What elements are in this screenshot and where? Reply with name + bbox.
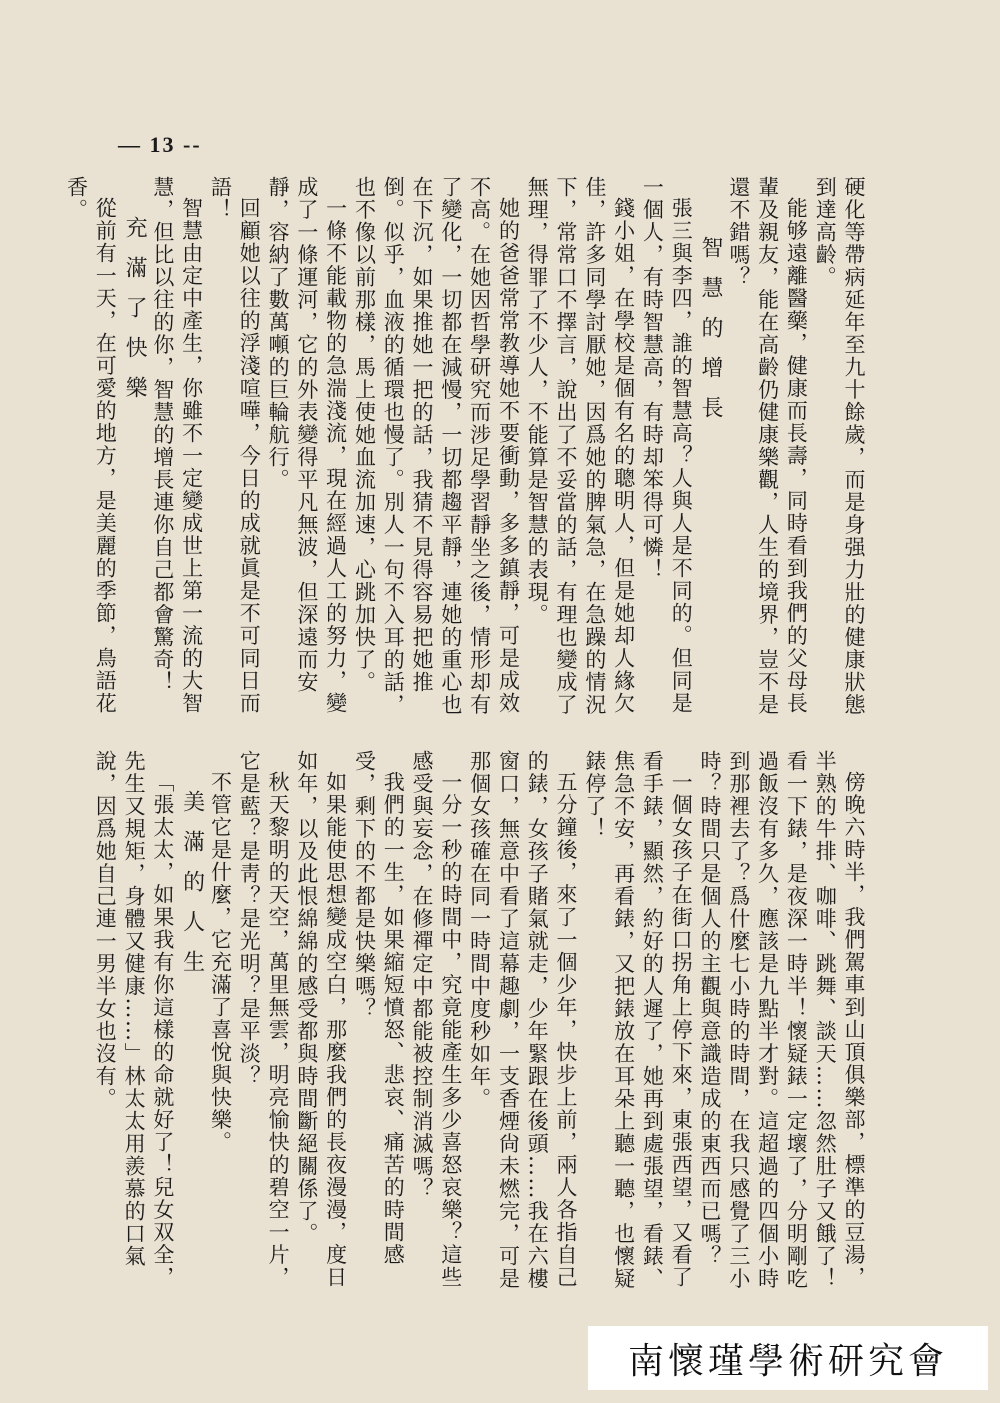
section-heading-joy: 充滿了快樂 bbox=[122, 216, 148, 416]
paragraph: 她的爸爸常常教導她不要衝動，多多鎮靜，可是成效不高。在她因哲學研究而涉足學習靜坐之後，情形却有了變化，一切都在減慢，一切都趨平靜，連她的重心也在下沉，如果推她一把的話，我猜不見得容易把她推倒。似乎，血液的循環也慢了。別人一句不入耳的話，也不像以前那樣，馬上使她血流加速，心跳加快了。 bbox=[352, 176, 521, 716]
paragraph: 五分鐘後，來了一個少年，快步上前，兩人各指自己的錶，女孩子賭氣就走，少年緊跟在後頭……我在六樓窗口，無意中看了這幕趣劇，一支香煙尙未燃完，可是那個女孩確在同一時間中度秒如年。 bbox=[467, 750, 579, 1290]
paragraph: 回顧她以往的浮淺喧嘩，今日的成就眞是不可同日而語！ bbox=[208, 176, 262, 715]
paragraph: 智慧由定中產生，你雖不一定變成世上第一流的大智慧，但比以往的你，智慧的增長連你自己都會驚奇！ bbox=[150, 176, 204, 715]
lower-text-block bbox=[93, 750, 868, 1305]
paragraph: 如果能使思想變成空白，那麼我們的長夜漫漫，度日如年，以及此恨綿綿的感受都與時間斷絕關係了。 bbox=[294, 750, 348, 1289]
paragraph: 一條不能載物的急湍淺流，現在經過人工的努力，變成了一條運河，它的外表變得平凡無波，但深遠而安靜，容納了數萬噸的巨輪航行。 bbox=[266, 176, 348, 715]
page-number: — 13 -- bbox=[118, 132, 202, 157]
watermark-text: 南懷瑾學術研究會 bbox=[627, 1340, 948, 1382]
upper-text-block bbox=[64, 176, 868, 736]
paragraph: 傍晚六時半，我們駕車到山頂俱樂部，標準的豆湯，半熟的牛排、咖啡、跳舞、談天……忽然肚子又餓了！看一下錶，是夜深一時半！懷疑錶一定壞了，分明剛吃過飯沒有多久，應該是九點半才對。這超過的四個小時到那裡去了？爲什麼七小時的時間，在我只感覺了三小時？時間只是個人的主觀與意識造成的東西而已嗎？ bbox=[698, 750, 866, 1290]
paragraph: 能够遠離醫藥，健康而長壽，同時看到我們的父母長輩及親友，能在高齡仍健康樂觀，人生的境界，豈不是還不錯嗎？ bbox=[726, 176, 809, 716]
paragraph: 不管它是什麼，它充滿了喜悅與快樂。 bbox=[208, 771, 233, 1154]
section-heading-wisdom: 智慧的增長 bbox=[698, 236, 724, 436]
paragraph: 一個女孩子在街口拐角上停下來，東張西望，又看了看手錶，顯然，約好的人遲了，她再到處張望，看錶、焦急不安，再看錶，又把錶放在耳朵上聽一聽，也懷疑錶停了！ bbox=[582, 750, 694, 1290]
paragraph: 錢小姐，在學校是個有名的聰明人，但是她却人緣欠佳，許多同學討厭她，因爲她的脾氣急，在急躁的情況下，常常口不擇言，說出了不妥當的話，有理也變成了無理，得罪了不少人，不能算是智慧的表現。 bbox=[525, 176, 636, 716]
publisher-watermark bbox=[588, 1326, 988, 1390]
paragraph: 「張太太，如果我有你這樣的命就好了！兒女双全，先生又規矩，身體又健康……」林太太用羨慕的口氣說，因爲她自己連一男半女也沒有。 bbox=[93, 750, 175, 1289]
paragraph: 張三與李四，誰的智慧高？人與人是不同的。但同是一個人，有時智慧高，有時却笨得可憐！ bbox=[640, 176, 694, 715]
paragraph: 一分一秒的時間中，究竟能產生多少喜怒哀樂？這些感受與妄念，在修禪定中都能被控制消滅嗎？ bbox=[410, 750, 463, 1289]
paragraph: 從前有一天，在可愛的地方，是美麗的季節，鳥語花香。 bbox=[64, 176, 118, 715]
paragraph: 秋天黎明的天空，萬里無雲，明亮愉快的碧空一片，它是藍？是靑？是光明？是平淡？ bbox=[237, 750, 291, 1289]
paragraph: 我們的一生，如果縮短憤怒、悲哀、痛苦的時間感受，剩下的不都是快樂嗎？ bbox=[352, 750, 406, 1266]
section-heading-life: 美滿的人生 bbox=[179, 790, 205, 990]
paragraph: 硬化等帶病延年至九十餘歲，而是身强力壯的健康狀態到達高齡。 bbox=[813, 176, 866, 716]
